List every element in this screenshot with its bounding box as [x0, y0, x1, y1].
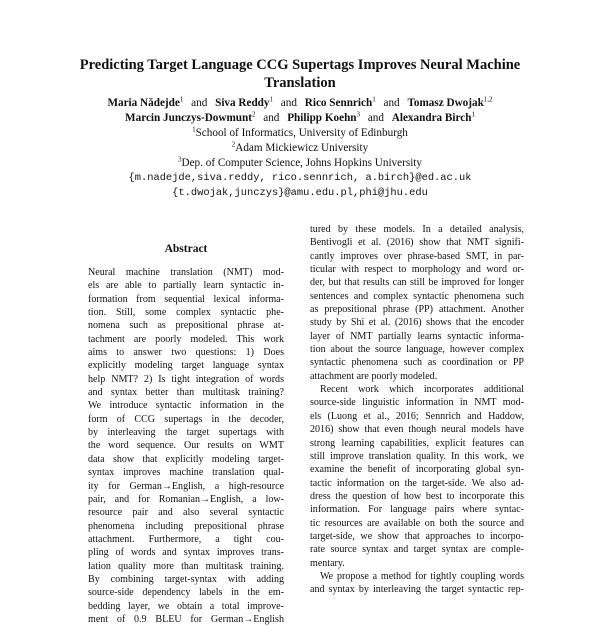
text-line: 2016) show that even though neural models have	[310, 424, 524, 436]
text-line: tactic information on the target-side. We also ad-	[310, 477, 524, 489]
text-line: syntactic phenomena such as coordination or PP	[310, 357, 524, 369]
text-line: der, but that results can still be improved for longer	[310, 277, 524, 289]
text-line: as prepositional phrase (PP) attachment. Another	[310, 304, 524, 316]
text-line: still improve translation quality. In this work, we	[310, 450, 524, 462]
author-sup: 2	[251, 110, 256, 119]
text-line: cantly improves over phrase-based SMT, in par-	[310, 250, 524, 262]
author-name: Alexandra Birch	[391, 112, 472, 124]
text-line: phenomena including prepositional phrase	[88, 520, 284, 532]
text-line: layer of NMT partially learns syntactic informa-	[310, 330, 524, 342]
author-block	[40, 96, 560, 201]
text-line: nomena such as prepositional phrase at-	[88, 320, 284, 332]
author-name: Maria Nădejde	[107, 97, 180, 109]
affiliation-sup: 3	[178, 155, 182, 164]
text-line: source-side linguistic information in NMT mod-	[310, 397, 524, 409]
text-line: resource pair and also several syntactic	[88, 507, 284, 519]
author-sup: 1	[179, 95, 184, 104]
text-line: mentary.	[310, 557, 345, 569]
affiliation-sup: 1	[192, 125, 196, 134]
author-line-1	[40, 96, 560, 111]
text-line: study by Shi et al. (2016) shows that the encoder	[310, 317, 524, 329]
affiliation-text: Dep. of Computer Science, Johns Hopkins University	[181, 157, 422, 169]
text-line: formation from sequential lexical informa-	[88, 293, 284, 305]
text-line: pair, and for Romanian→English, a low-	[88, 493, 284, 505]
text-line: and syntax by interleaving the target syntactic rep-	[310, 584, 524, 596]
text-line: tion about the source language, however complex	[310, 344, 524, 356]
title-line-2: Translation	[264, 75, 336, 91]
text-line: attachment are poorly modeled.	[310, 370, 438, 382]
text-line: explicitly modeling target language syntax	[88, 360, 284, 372]
text-line: rate source syntax and target syntax are comple-	[310, 544, 524, 556]
text-line: els are able to partially learn syntactic in-	[88, 280, 284, 292]
text-line: syntax improves machine translation qual-	[88, 467, 284, 479]
text-line: We propose a method for tightly coupling words	[320, 570, 524, 582]
text-line: strong learning capabilities, explicit features can	[310, 437, 524, 449]
text-line: the word sequence. Our results on WMT	[88, 440, 284, 452]
text-line: tic resources are available on both the source and	[310, 517, 524, 529]
author-sup: 3	[356, 110, 361, 119]
and-word: and	[383, 97, 400, 109]
title-line-1: Predicting Target Language CCG Supertags Improves Neural Machine	[79, 57, 521, 73]
and-word: and	[280, 97, 297, 109]
text-line: examine the benefit of incorporating global syn-	[310, 464, 524, 476]
text-line: and syntax better than multitask training?	[88, 387, 284, 399]
text-line: tion. Still, some complex syntactic phe-	[88, 307, 284, 319]
text-line: attachment. Furthermore, a tight cou-	[88, 533, 284, 545]
text-line: bedding layer, we obtain a total improve-	[88, 600, 284, 612]
text-line: dress the question of how best to incorporate this	[310, 490, 524, 502]
introduction-body	[310, 223, 524, 597]
affiliation-text: School of Informatics, University of Edinburgh	[195, 127, 408, 139]
text-line: source-side dependency labels in the em-	[88, 587, 284, 599]
and-word: and	[263, 112, 280, 124]
author-sup: 1,2	[483, 95, 493, 104]
author-sup: 1	[372, 95, 376, 104]
text-line: form of CCG supertags in the decoder,	[88, 413, 284, 425]
author-name: Rico Sennrich	[304, 97, 373, 109]
author-name: Marcin Junczys-Dowmunt	[125, 112, 252, 124]
affiliation-sup: 2	[231, 140, 236, 149]
text-line: Neural machine translation (NMT) mod-	[88, 267, 284, 278]
and-word: and	[367, 112, 384, 124]
text-line: by interleaving the target supertags with	[88, 427, 284, 439]
text-line: Bentivogli et al. (2016) show that NMT signifi-	[310, 237, 524, 249]
text-line: information. For language pairs where syntac-	[310, 504, 524, 516]
affiliation	[40, 126, 560, 141]
text-line: lation quality more than multitask training.	[88, 560, 284, 572]
text-line: sentences and complex syntactic phenomena such	[310, 290, 524, 302]
affiliation-text: Adam Mickiewicz University	[235, 142, 369, 154]
author-name: Philipp Koehn	[287, 112, 357, 124]
paper-title	[60, 56, 540, 92]
text-line: tured by these models. In a detailed analysis,	[310, 224, 524, 235]
text-line: help NMT? 2) Is tight integration of words	[88, 373, 284, 385]
abstract-heading: Abstract	[164, 243, 208, 255]
text-line: aims to answer two questions: 1) Does	[88, 347, 284, 359]
affiliation	[40, 156, 560, 171]
email-line: {m.nadejde,siva.reddy, rico.sennrich, a.birch}@ed.ac.uk	[128, 172, 472, 184]
author-name: Siva Reddy	[215, 97, 270, 109]
and-word: and	[191, 97, 208, 109]
text-line: By combining target-syntax with adding	[88, 573, 284, 585]
author-name: Tomasz Dwojak	[407, 97, 484, 109]
text-line: ity for German→English, a high-resource	[88, 480, 284, 492]
email-line: {t.dwojak,junczys}@amu.edu.pl,phi@jhu.edu	[172, 187, 428, 199]
abstract-body	[88, 266, 284, 626]
text-line: ment of 0.9 BLEU for German→English	[88, 613, 284, 625]
text-line: els (Luong et al., 2016; Sennrich and Haddow,	[310, 410, 524, 422]
text-line: Recent work which incorporates additional	[320, 384, 524, 396]
text-line: ticular with respect to morphology and word or-	[310, 264, 524, 276]
author-sup: 1	[269, 95, 273, 104]
author-line-2	[40, 111, 560, 126]
text-line: data show that explicitly modeling target-	[88, 453, 284, 465]
author-sup: 1	[471, 110, 475, 119]
text-line: pling of words and syntax improves trans-	[88, 547, 284, 559]
text-line: target-side, we show that approaches to incorpo-	[310, 530, 524, 542]
text-line: We introduce syntactic information in the	[88, 400, 284, 412]
affiliation	[40, 141, 560, 156]
text-line: tachment are poorly modeled. This work	[88, 333, 284, 345]
